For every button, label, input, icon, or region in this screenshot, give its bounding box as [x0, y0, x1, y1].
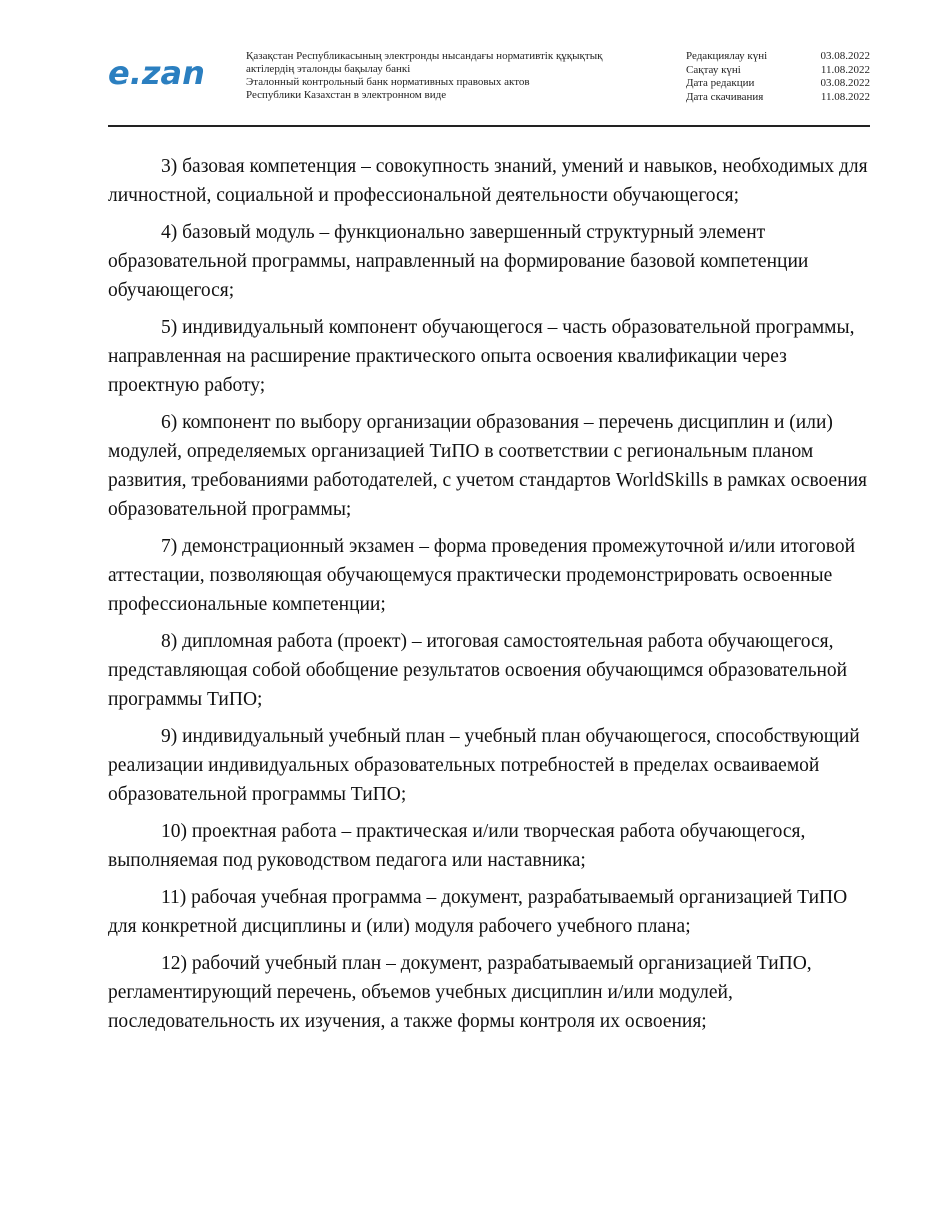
- definition-paragraph: 5) индивидуальный компонент обучающегося – часть образовательной программы, направленная на расширение практического опыта освоения квалификации через проектную работу;: [108, 317, 855, 396]
- meta-row: [686, 64, 870, 78]
- meta-row: [686, 91, 870, 105]
- meta-label: Дата редакции: [686, 77, 755, 89]
- meta-row: [686, 77, 870, 91]
- header-line-4: Республики Казахстан в электронном виде: [246, 89, 447, 101]
- logo-text: e.zan: [108, 54, 205, 90]
- header-divider: [108, 125, 870, 127]
- definition-paragraph: 9) индивидуальный учебный план – учебный план обучающегося, способствующий реализации индивидуальных образовательных потребностей в пределах осваиваемой образовательной программы ТиПО;: [108, 726, 860, 805]
- definition-paragraph: 4) базовый модуль – функционально завершенный структурный элемент образовательной программы, направленный на формирование базовой компетенции обучающегося;: [108, 222, 809, 301]
- meta-value: 11.08.2022: [820, 63, 870, 76]
- header-line-3: Эталонный контрольный банк нормативных правовых актов: [246, 76, 530, 88]
- meta-value: 03.08.2022: [820, 77, 870, 89]
- definition-paragraph: 8) дипломная работа (проект) – итоговая самостоятельная работа обучающегося, представляющая собой обобщение результатов освоения обучающимся образовательной программы ТиПО;: [108, 631, 848, 710]
- definition-paragraph: 10) проектная работа – практическая и/или творческая работа обучающегося, выполняемая под руководством педагога или наставника;: [108, 821, 806, 871]
- document-body: [108, 152, 870, 1044]
- meta-value: 03.08.2022: [820, 50, 870, 62]
- header-center-text: [246, 50, 666, 102]
- header-dates: [686, 50, 870, 104]
- meta-label: Редакциялау күні: [686, 50, 768, 62]
- header-line-1: Қазақстан Республикасының электронды нысандағы нормативтік құқықтық: [246, 50, 603, 62]
- definition-paragraph: 7) демонстрационный экзамен – форма проведения промежуточной и/или итоговой аттестации, позволяющая обучающемуся практически продемонстрировать освоенные профессиональные компетенции;: [108, 536, 856, 615]
- meta-label: Дата скачивания: [686, 90, 764, 103]
- header-line-2: актілердің эталонды бақылау банкі: [246, 63, 411, 75]
- definition-paragraph: 3) базовая компетенция – совокупность знаний, умений и навыков, необходимых для личностной, социальной и профессиональной деятельности обучающегося;: [108, 156, 868, 206]
- ezan-logo: [108, 54, 228, 90]
- meta-value: 11.08.2022: [820, 90, 870, 103]
- definition-paragraph: 11) рабочая учебная программа – документ, разрабатываемый организацией ТиПО для конкретной дисциплины и (или) модуля рабочего учебного плана;: [108, 887, 848, 937]
- meta-row: [686, 50, 870, 64]
- definition-paragraph: 12) рабочий учебный план – документ, разрабатываемый организацией ТиПО, регламентирующий перечень, объемов учебных дисциплин и/или модулей, последовательность их изучения, а также формы контроля их освоения;: [108, 953, 812, 1032]
- meta-label: Сақтау күні: [686, 63, 741, 76]
- definition-paragraph: 6) компонент по выбору организации образования – перечень дисциплин и (или) модулей, определяемых организацией ТиПО в соответствии с региональным планом развития, требованиями работодателей, с учетом стандартов WorldSkills в рамках освоения образовательной программы;: [108, 412, 868, 520]
- page-header: [108, 44, 870, 124]
